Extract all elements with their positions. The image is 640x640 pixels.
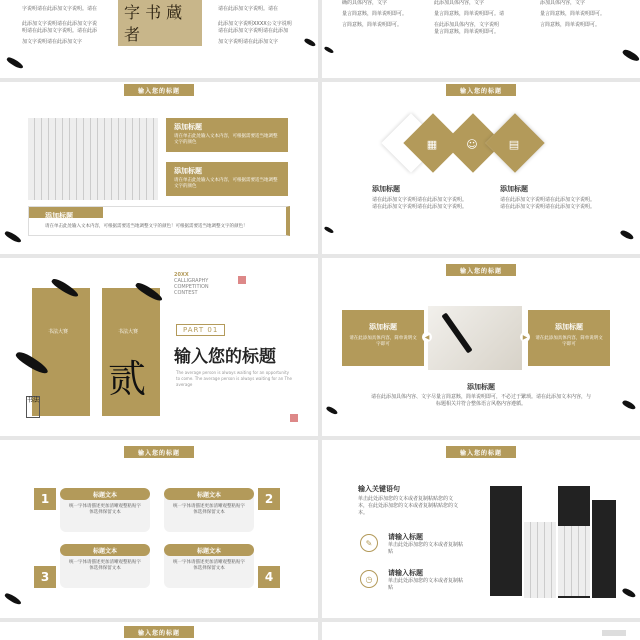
brush-stroke-decoration <box>622 47 640 63</box>
card-title: 添加标题 <box>174 123 202 131</box>
step-card <box>164 544 254 588</box>
slide-1[interactable] <box>0 0 318 78</box>
keyword-text: 单击此处添加您的文本或者复制粘贴您的文本，在此处添加您的文本或者复制粘贴您的文本。 <box>358 496 459 516</box>
arrow-right-icon[interactable]: ▶ <box>520 332 530 342</box>
brush-character: 贰 <box>108 357 147 401</box>
slide-3[interactable] <box>0 82 318 254</box>
subtitle-text: CALLIGRAPHY <box>174 278 209 284</box>
calligraphy-image <box>28 118 158 200</box>
section-desc: The average person is always waiting for an opportunity to come. The average person is always waiting for an The average <box>176 370 292 387</box>
tag-label: 书法大赛 <box>118 329 139 335</box>
info-card <box>166 162 288 196</box>
step-number: 4 <box>258 566 280 588</box>
card-title: 添加标题 <box>555 323 583 331</box>
slide1-text: 明请在此添加文字说明。请在此添 <box>22 28 98 34</box>
brush-stroke-decoration <box>324 45 334 54</box>
keyword-title: 输入关键语句 <box>358 485 400 493</box>
item-text: 单击此处添加您的文本或者复制粘贴 <box>388 542 464 555</box>
arrow-left-icon[interactable]: ◀ <box>422 332 432 342</box>
slide1-text: 字说明请在此添加文字说明。请在 <box>22 6 98 12</box>
slide1-text: 请在此添加文字说明请在此添加 <box>218 28 289 34</box>
slide-label: 输入您的标题 <box>124 84 194 96</box>
card-text: 请在单击此处输入文本内容，可根据需要适当地调整文字的颜色 <box>174 178 278 189</box>
part-label: PART 01 <box>176 324 225 336</box>
section-title: 输入您的标题 <box>174 347 276 367</box>
team-icon: ☺ <box>466 137 478 151</box>
card-title: 添加标题 <box>369 323 397 331</box>
info-card <box>28 206 290 236</box>
column-text: 请在此添加文字说明请在此添加文字说明。请在此添加文字说明请在此添加文字说明。 <box>500 197 596 210</box>
step-card <box>60 488 150 532</box>
slide-label: 输入您的标题 <box>124 446 194 458</box>
card-text: 请在单击此处输入文本内容，可根据需要适当地调整文字的颜色 <box>174 134 278 145</box>
seal: 书法 <box>26 396 40 418</box>
calligraphy-photo <box>592 500 616 598</box>
brush-stroke-decoration <box>622 399 637 412</box>
brush-stroke-decoration <box>326 405 339 416</box>
card-text: 请在此添加具体内容，简单说明文字即可 <box>349 336 417 347</box>
item-title: 请输入标题 <box>388 569 423 577</box>
info-card <box>166 118 288 152</box>
step-card <box>60 544 150 588</box>
feature-card <box>528 310 610 366</box>
step-text: 统一字体请描述更加清晰观整粘贴字体选择保留文本 <box>173 560 245 571</box>
slide-label: 输入您的标题 <box>446 264 516 276</box>
brush-stroke-decoration <box>622 587 637 600</box>
slide-label: 输入您的标题 <box>446 84 516 96</box>
slide2-text: 确的具体内容，文字 <box>342 0 388 6</box>
subtitle-text: CONTEST <box>174 290 198 296</box>
calligraphy-photo <box>558 526 590 596</box>
slide2-text: 量言简意赅，简单说明即可。 <box>540 11 606 17</box>
column-text: 请在此添加文字说明请在此添加文字说明。请在此添加文字说明请在此添加文字说明。 <box>372 197 468 210</box>
calligraphy-image: 字 书 蔵 者 <box>118 0 202 46</box>
pen-photo <box>428 306 522 370</box>
card-text: 请在此添加具体内容，简单说明文字即可 <box>535 336 603 347</box>
tag-label: 书法大赛 <box>48 329 69 335</box>
slide-6[interactable] <box>322 258 640 436</box>
clock-icon: ◷ <box>360 570 378 588</box>
brush-stroke-decoration <box>620 229 635 242</box>
calligraphy-photo <box>524 522 556 598</box>
tag-panel <box>32 288 90 416</box>
slide1-text: 加文字说明请在此添加文字 <box>22 39 83 45</box>
slide-5[interactable] <box>0 258 318 436</box>
slide-7[interactable] <box>0 440 318 618</box>
slide2-text: 此添加具体内容，文字 <box>434 0 485 6</box>
slide2-text: 言简意赅，简单说明即可。 <box>540 22 601 28</box>
clipboard-icon: ▤ <box>508 137 520 151</box>
feature-card <box>342 310 424 366</box>
brush-stroke-decoration <box>304 37 317 48</box>
brush-stroke-decoration <box>6 55 24 70</box>
subtitle-text: COMPETITION <box>174 284 209 290</box>
step-text: 统一字体请描述更加清晰观整粘贴字体选择保留文本 <box>69 560 141 571</box>
slide-8[interactable] <box>322 440 640 618</box>
stamp-icon <box>602 630 626 636</box>
slide1-text: 此添加文字说明XXXX公文字说明 <box>218 21 292 27</box>
slide-label: 输入您的标题 <box>446 446 516 458</box>
step-text: 统一字体请描述更加清晰观整粘贴字体选择保留文本 <box>69 504 141 515</box>
slide2-text: 量言简意赅，简单说明即可。 <box>342 11 408 17</box>
step-number: 2 <box>258 488 280 510</box>
step-number: 3 <box>34 566 56 588</box>
step-title: 标题文本 <box>164 488 254 500</box>
bottom-title: 添加标题 <box>467 383 495 391</box>
slide-10[interactable] <box>322 622 640 640</box>
card-title: 添加标题 <box>174 167 202 175</box>
slide2-text: 言简意赅，简单说明即可。 <box>342 22 403 28</box>
stamp-icon <box>290 414 298 422</box>
slide2-text: 量言简意赅，简单说明即可。 <box>434 29 500 35</box>
slide-9[interactable] <box>0 622 318 640</box>
step-title: 标题文本 <box>60 488 150 500</box>
step-card <box>164 488 254 532</box>
step-title: 标题文本 <box>164 544 254 556</box>
card-text: 请在单击此处输入文本内容，可根据需要适当地调整文字的颜色！可根据需要适当地调整文字的颜色！ <box>45 224 248 229</box>
slide1-text: 请在此添加文字说明。请在 <box>218 6 279 12</box>
year-text: 20XX <box>174 272 189 278</box>
slide2-text: 添加具体内容，文字 <box>540 0 586 6</box>
calendar-icon: ▦ <box>426 137 438 151</box>
item-text: 单击此处添加您的文本或者复制粘贴 <box>388 578 464 591</box>
calligraphy-photo <box>490 486 522 596</box>
brush-stroke-decoration <box>324 225 334 234</box>
card-title: 添加标题 <box>45 212 73 220</box>
step-text: 统一字体请描述更加清晰观整粘贴字体选择保留文本 <box>173 504 245 515</box>
slide2-text: 量言简意赅，简单说明即可。请 <box>434 11 505 17</box>
quill-icon: ✎ <box>360 534 378 552</box>
step-number: 1 <box>34 488 56 510</box>
slide-label: 输入您的标题 <box>124 626 194 638</box>
slide2-text: 在此添加具体内容，文字说明 <box>434 22 500 28</box>
brush-stroke-decoration <box>4 229 22 244</box>
slide-2[interactable] <box>322 0 640 78</box>
item-title: 请输入标题 <box>388 533 423 541</box>
brush-stroke-decoration <box>4 591 22 606</box>
slide-4[interactable] <box>322 82 640 254</box>
slide1-text: 此添加文字说明请在此添加文字说 <box>22 21 98 27</box>
step-title: 标题文本 <box>60 544 150 556</box>
stamp-icon <box>238 276 246 284</box>
column-title: 添加标题 <box>500 185 528 193</box>
slide1-text: 加文字说明请在此添加文字 <box>218 39 279 45</box>
bottom-text: 请在此添加具体内容、文字尽量言简意赅，简单说明即可，不必过于繁琐。请在此添加文本内容，与标题相关并符合整体语言风格内容遵循。 <box>370 394 591 407</box>
column-title: 添加标题 <box>372 185 400 193</box>
